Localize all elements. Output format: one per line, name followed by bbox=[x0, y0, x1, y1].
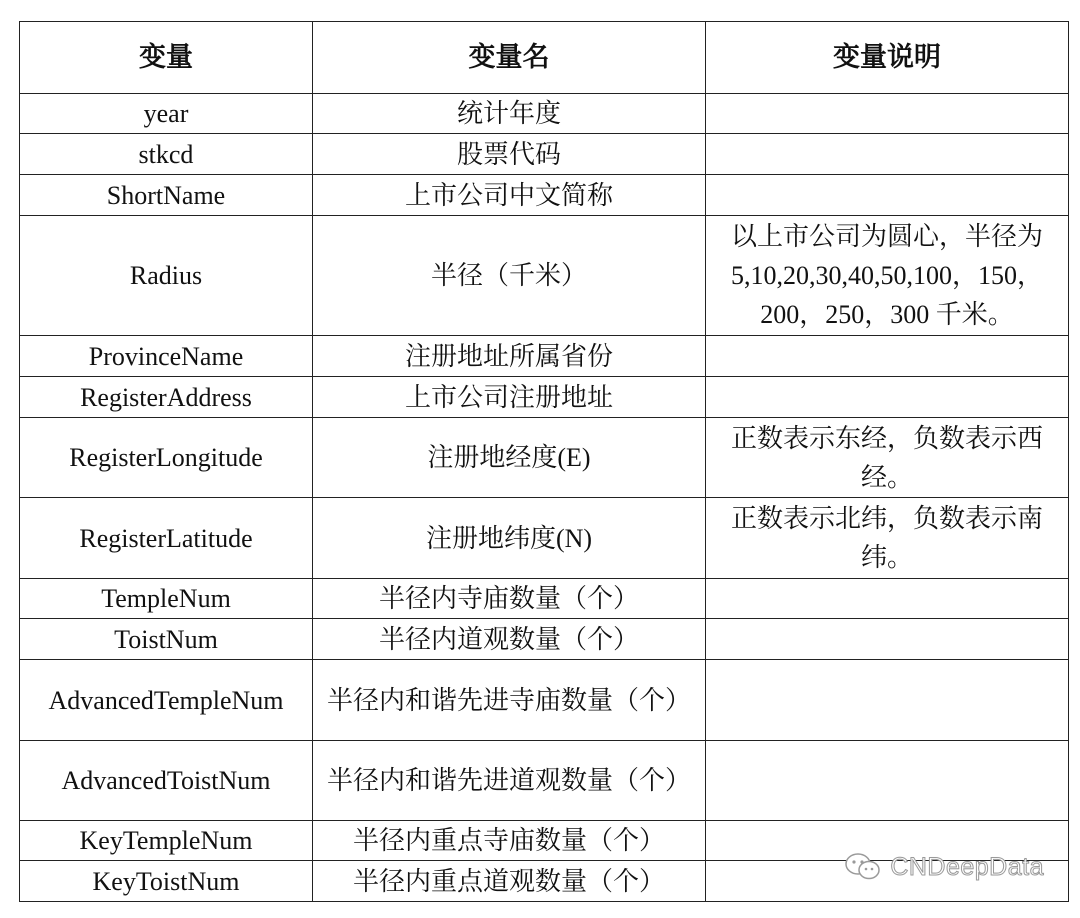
row-variable: RegisterLongitude bbox=[20, 418, 313, 498]
row-variable: RegisterAddress bbox=[20, 377, 313, 418]
table-row bbox=[20, 741, 1069, 821]
table-header-row bbox=[20, 22, 1069, 94]
header-variable-description: 变量说明 bbox=[706, 22, 1069, 94]
row-variable: ToistNum bbox=[20, 619, 313, 660]
row-variable: Radius bbox=[20, 216, 313, 336]
row-variable: year bbox=[20, 94, 313, 134]
row-description bbox=[706, 175, 1069, 216]
row-description bbox=[706, 134, 1069, 175]
table-row bbox=[20, 175, 1069, 216]
table-row bbox=[20, 134, 1069, 175]
row-variable-name: 半径内重点寺庙数量（个） bbox=[313, 821, 706, 861]
row-variable: KeyTempleNum bbox=[20, 821, 313, 861]
row-description: 正数表示东经，负数表示西经。 bbox=[706, 418, 1069, 498]
watermark-text: CNDeepData bbox=[890, 852, 1044, 881]
row-variable-name: 半径（千米） bbox=[313, 216, 706, 336]
header-variable: 变量 bbox=[20, 22, 313, 94]
wechat-icon bbox=[844, 852, 882, 882]
row-variable: stkcd bbox=[20, 134, 313, 175]
row-description bbox=[706, 377, 1069, 418]
row-variable: AdvancedToistNum bbox=[20, 741, 313, 821]
row-variable-name: 半径内和谐先进道观数量（个） bbox=[313, 741, 706, 821]
table-row bbox=[20, 377, 1069, 418]
row-description bbox=[706, 579, 1069, 619]
variables-table bbox=[19, 21, 1069, 902]
row-description bbox=[706, 336, 1069, 377]
row-description bbox=[706, 619, 1069, 660]
watermark bbox=[844, 852, 1044, 882]
row-variable-name: 股票代码 bbox=[313, 134, 706, 175]
table-row bbox=[20, 336, 1069, 377]
row-description bbox=[706, 741, 1069, 821]
row-variable-name: 上市公司中文简称 bbox=[313, 175, 706, 216]
row-variable: ProvinceName bbox=[20, 336, 313, 377]
table-row bbox=[20, 94, 1069, 134]
table-row bbox=[20, 660, 1069, 741]
table-row bbox=[20, 619, 1069, 660]
row-variable: TempleNum bbox=[20, 579, 313, 619]
row-variable-name: 上市公司注册地址 bbox=[313, 377, 706, 418]
table-row bbox=[20, 579, 1069, 619]
table-row bbox=[20, 216, 1069, 336]
row-description bbox=[706, 660, 1069, 741]
row-variable: RegisterLatitude bbox=[20, 498, 313, 579]
row-variable: AdvancedTempleNum bbox=[20, 660, 313, 741]
row-variable-name: 注册地经度(E) bbox=[313, 418, 706, 498]
row-variable-name: 半径内和谐先进寺庙数量（个） bbox=[313, 660, 706, 741]
row-variable-name: 半径内寺庙数量（个） bbox=[313, 579, 706, 619]
row-variable: KeyToistNum bbox=[20, 861, 313, 902]
table-row bbox=[20, 418, 1069, 498]
row-variable-name: 半径内道观数量（个） bbox=[313, 619, 706, 660]
row-variable-name: 半径内重点道观数量（个） bbox=[313, 861, 706, 902]
row-description: 以上市公司为圆心，半径为5,10,20,30,40,50,100，150，200，250，300 千米。 bbox=[706, 216, 1069, 336]
row-variable-name: 注册地纬度(N) bbox=[313, 498, 706, 579]
row-variable-name: 注册地址所属省份 bbox=[313, 336, 706, 377]
row-variable: ShortName bbox=[20, 175, 313, 216]
header-variable-name: 变量名 bbox=[313, 22, 706, 94]
row-variable-name: 统计年度 bbox=[313, 94, 706, 134]
row-description bbox=[706, 94, 1069, 134]
row-description: 正数表示北纬，负数表示南纬。 bbox=[706, 498, 1069, 579]
table-row bbox=[20, 498, 1069, 579]
